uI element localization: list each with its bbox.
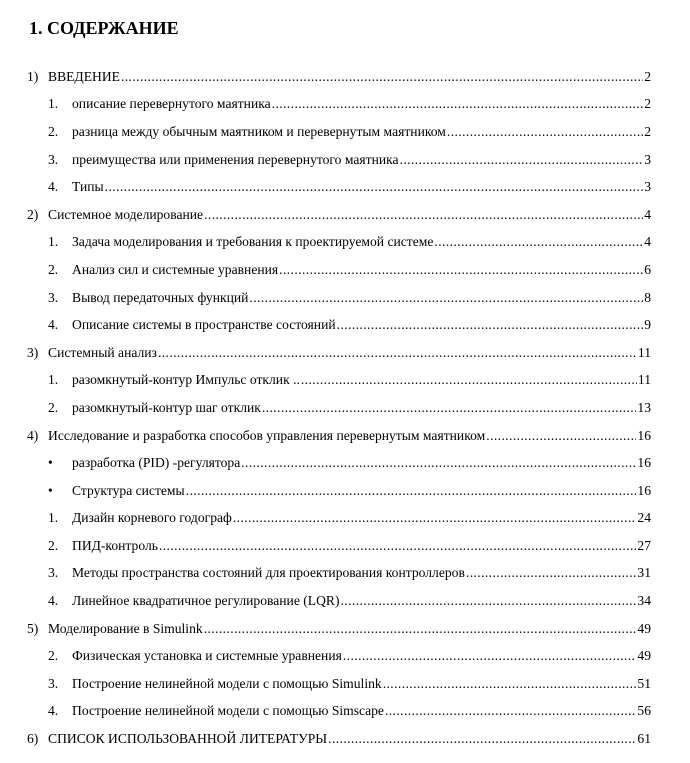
toc-leader-dots	[400, 152, 644, 168]
toc-subsection	[0, 477, 651, 505]
toc-page-number: 13	[637, 399, 651, 415]
toc-page-number: 11	[637, 344, 651, 360]
toc-entry-title: разомкнутый-контур шаг отклик	[72, 399, 261, 415]
toc-entry-title: Анализ сил и системные уравнения	[72, 261, 279, 277]
toc-subsection	[0, 394, 651, 422]
toc-leader-dots	[341, 593, 637, 609]
toc-leader-dots	[279, 262, 643, 278]
toc-leader-dots	[204, 207, 643, 223]
toc-leader-dots	[233, 510, 637, 526]
toc-entry-title: Физическая установка и системные уравнения	[72, 648, 342, 664]
toc-subsection	[0, 505, 651, 533]
toc-leader-dots	[272, 96, 644, 112]
toc-leader-dots	[186, 483, 637, 499]
toc-page-number: 16	[637, 427, 651, 443]
toc-number: 3)	[27, 344, 39, 360]
toc-entry-title: Линейное квадратичное регулирование (LQR)	[72, 593, 340, 609]
toc-number: 4.	[48, 317, 59, 333]
toc-subsection	[0, 698, 651, 726]
toc-subsection	[0, 229, 651, 257]
toc-entry-title: Дизайн корневого годограф	[72, 510, 232, 526]
toc-page-number: 11	[637, 372, 651, 388]
toc-number: 2.	[48, 123, 59, 139]
toc-number: 1.	[48, 96, 59, 112]
toc-section	[0, 615, 651, 643]
toc-subsection	[0, 91, 651, 119]
toc-page-number: 3	[644, 151, 651, 167]
toc-page-number: 49	[637, 648, 651, 664]
toc-entry-title: ПИД-контроль	[72, 537, 158, 553]
toc-subsection	[0, 146, 651, 174]
toc-page-number: 24	[637, 510, 651, 526]
toc-number: 4.	[48, 179, 59, 195]
toc-leader-dots	[301, 372, 637, 388]
toc-leader-dots	[241, 455, 636, 471]
toc-leader-dots	[447, 124, 643, 140]
toc-leader-dots	[262, 400, 637, 416]
toc-subsection	[0, 118, 651, 146]
toc-entry-title: Вывод передаточных функций	[72, 289, 249, 305]
toc-page-number: 31	[637, 565, 651, 581]
toc-number: 6)	[27, 731, 39, 747]
toc-entry-title: разница между обычным маятником и перевернутым маятником	[72, 123, 446, 139]
toc-entry-title: разработка (PID) -регулятора	[72, 455, 241, 471]
toc-page-number: 2	[644, 123, 651, 139]
toc-entry-title: СПИСОК ИСПОЛЬЗОВАННОЙ ЛИТЕРАТУРЫ	[48, 731, 328, 747]
toc-number: 4.	[48, 703, 59, 719]
toc-entry-title: Методы пространства состояний для проектирования контроллеров	[72, 565, 465, 581]
toc-bullet: •	[48, 455, 53, 471]
toc-entry-title: Задача моделирования и требования к проектируемой системе	[72, 234, 434, 250]
toc-entry-title: описание перевернутого маятника	[72, 96, 271, 112]
table-of-contents	[0, 63, 690, 753]
toc-number: 3.	[48, 565, 59, 581]
toc-page-number: 16	[637, 455, 651, 471]
toc-page-number: 3	[644, 179, 651, 195]
toc-number: 1.	[48, 372, 59, 388]
toc-leader-dots	[158, 345, 637, 361]
toc-section	[0, 63, 651, 91]
toc-number: 1.	[48, 234, 59, 250]
toc-subsection	[0, 560, 651, 588]
toc-leader-dots	[466, 565, 637, 581]
toc-number: 2)	[27, 206, 39, 222]
toc-page-number: 9	[644, 317, 651, 333]
toc-entry-title: Описание системы в пространстве состояний	[72, 317, 336, 333]
toc-section	[0, 339, 651, 367]
toc-page-number: 4	[644, 206, 651, 222]
toc-leader-dots	[434, 234, 643, 250]
toc-subsection	[0, 256, 651, 284]
toc-page-number: 16	[637, 482, 651, 498]
toc-page-number: 8	[644, 289, 651, 305]
toc-number: 5)	[27, 620, 39, 636]
toc-subsection	[0, 449, 651, 477]
toc-leader-dots	[385, 703, 636, 719]
toc-number: 4)	[27, 427, 39, 443]
toc-page-number: 61	[637, 731, 651, 747]
toc-entry-title: ВВЕДЕНИЕ	[48, 68, 120, 84]
toc-number: 1.	[48, 510, 59, 526]
toc-leader-dots	[343, 648, 637, 664]
toc-subsection	[0, 532, 651, 560]
toc-leader-dots	[328, 731, 636, 747]
toc-page-number: 2	[644, 68, 651, 84]
toc-page-number: 34	[637, 593, 651, 609]
toc-entry-title: Типы	[72, 179, 104, 195]
toc-leader-dots	[337, 317, 644, 333]
toc-page-number: 6	[644, 261, 651, 277]
toc-subsection	[0, 670, 651, 698]
toc-subsection	[0, 587, 651, 615]
toc-leader-dots	[121, 69, 643, 85]
toc-entry-title: разомкнутый-контур Импульс отклик ..	[72, 372, 300, 388]
toc-page-number: 4	[644, 234, 651, 250]
toc-entry-title: Исследование и разработка способов управления перевернутым маятником	[48, 427, 486, 443]
toc-entry-title: Структура системы	[72, 482, 185, 498]
toc-subsection	[0, 367, 651, 395]
toc-subsection	[0, 311, 651, 339]
toc-page-number: 49	[637, 620, 651, 636]
page-title: 1. СОДЕРЖАНИЕ	[29, 18, 179, 38]
toc-section	[0, 201, 651, 229]
toc-bullet: •	[48, 482, 53, 498]
toc-section	[0, 725, 651, 753]
toc-page-number: 2	[644, 96, 651, 112]
toc-number: 2.	[48, 261, 59, 277]
toc-number: 4.	[48, 593, 59, 609]
toc-leader-dots	[105, 179, 644, 195]
toc-page-number: 27	[637, 537, 651, 553]
toc-page-number: 56	[637, 703, 651, 719]
toc-number: 2.	[48, 399, 59, 415]
toc-leader-dots	[204, 621, 637, 637]
toc-number: 3.	[48, 675, 59, 691]
toc-number: 2.	[48, 648, 59, 664]
toc-number: 3.	[48, 289, 59, 305]
toc-entry-title: Моделирование в Simulink	[48, 620, 203, 636]
toc-subsection	[0, 642, 651, 670]
toc-subsection	[0, 173, 651, 201]
toc-entry-title: преимущества или применения перевернутого маятника	[72, 151, 399, 167]
toc-leader-dots	[159, 538, 636, 554]
toc-entry-title: Построение нелинейной модели с помощью Simulink	[72, 675, 382, 691]
toc-number: 2.	[48, 537, 59, 553]
toc-number: 3.	[48, 151, 59, 167]
toc-subsection	[0, 284, 651, 312]
toc-leader-dots	[383, 676, 637, 692]
toc-section	[0, 422, 651, 450]
toc-entry-title: Построение нелинейной модели с помощью Simscape	[72, 703, 384, 719]
toc-page-number: 51	[637, 675, 651, 691]
toc-number: 1)	[27, 68, 39, 84]
toc-entry-title: Системный анализ	[48, 344, 157, 360]
toc-leader-dots	[249, 290, 643, 306]
toc-entry-title: Системное моделирование	[48, 206, 204, 222]
toc-leader-dots	[486, 428, 636, 444]
